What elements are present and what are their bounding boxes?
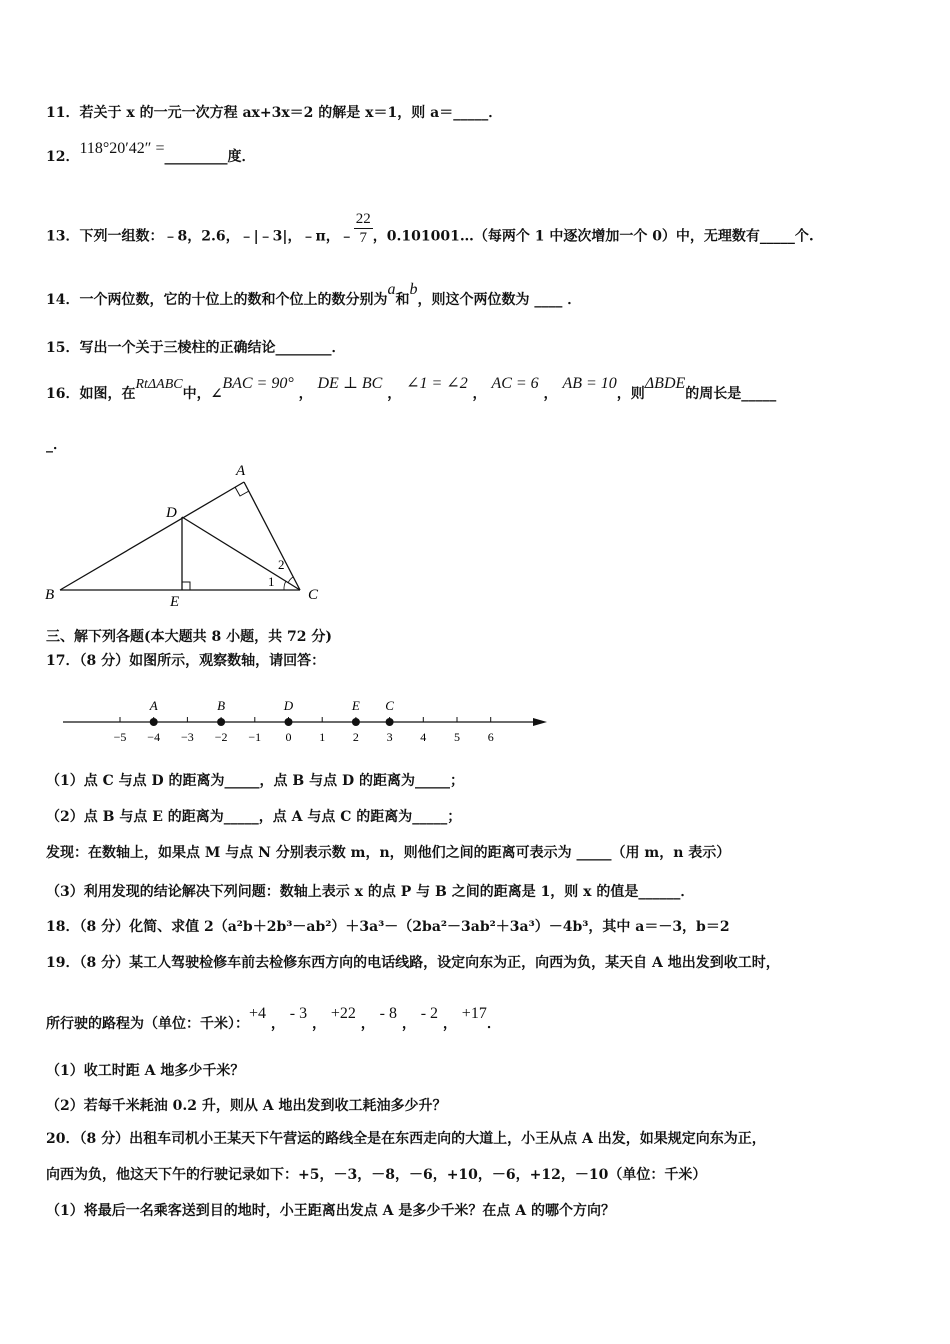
label-d: D <box>166 505 177 521</box>
question-17-discovery: 发现：在数轴上，如果点 M 与点 N 分别表示数 m，n，则他们之间的距离可表示为 _____（用 m，n 表示） <box>46 845 731 861</box>
question-16: 16．如图，在RtΔABC中，∠BAC = 90° ， DE ⊥ BC ， ∠1 = ∠2 ， AC = 6 ， AB = 10，则ΔBDE的周长是_____ <box>46 375 777 402</box>
point-c <box>386 718 394 726</box>
q19-end: ． <box>486 1016 501 1032</box>
tick-label: −2 <box>214 730 228 744</box>
label-a: A <box>236 463 246 479</box>
question-13 <box>46 211 814 255</box>
tick-label: 5 <box>454 730 460 744</box>
q19-value-5: - 2 <box>420 1005 439 1022</box>
question-17-part-3: （3）利用发现的结论解决下列问题：数轴上表示 x 的点 P 与 B 之间的距离是 1，则 x 的值是______． <box>46 884 695 900</box>
fraction-denominator: 7 <box>359 230 368 246</box>
q16-p1: 16．如图，在 <box>46 386 136 402</box>
question-20-part-1: （1）将最后一名乘客送到目的地时，小王距离出发点 A 是多少千米？在点 A 的哪个方向？ <box>46 1203 615 1219</box>
tick-label: 1 <box>319 730 326 744</box>
question-18: 18．（8 分）化简、求值 2（a²b＋2b³－ab²）＋3a³－（2ba²－3ab²＋3a³）－4b³，其中 a＝－3，b＝2 <box>46 919 730 935</box>
tick-label: −3 <box>181 730 194 744</box>
q19-value-1: +4 <box>249 1005 267 1022</box>
segment-ba <box>60 482 244 590</box>
question-15: 15．写出一个关于三棱柱的正确结论________． <box>46 340 346 356</box>
number-line <box>55 690 555 750</box>
q16-p3: ，则 <box>616 386 645 402</box>
question-19-part-1: （1）收工时距 A 地多少千米？ <box>46 1063 245 1079</box>
q16-p4: 的周长是_____ <box>685 386 777 402</box>
q16-p2: 中，∠ <box>182 386 223 402</box>
point-label-b: B <box>217 698 226 713</box>
point-label-c: C <box>385 698 394 713</box>
question-19-line-1: 19．（8 分）某工人驾驶检修车前去检修东西方向的电话线路，设定向东为正，向西为负，某天自 A 地出发到收工时， <box>46 955 780 971</box>
q16-rt-abc: RtΔABC <box>135 377 183 392</box>
var-a: a <box>387 281 396 298</box>
point-b <box>217 718 225 726</box>
right-angle-mark-e <box>182 582 190 590</box>
q12-prefix: 12． <box>46 149 80 165</box>
var-b: b <box>409 281 418 298</box>
point-label-d: D <box>283 698 294 713</box>
question-19-line-2: 所行驶的路程为（单位：千米）：+4 ， - 3 ， +22 ， - 8 ， - 2 ， +17． <box>46 1005 501 1032</box>
tick-label: −5 <box>113 730 127 744</box>
label-angle-2: 2 <box>278 557 285 572</box>
q16-de-perp-bc: DE ⊥ BC <box>317 375 383 392</box>
fraction-22-7 <box>354 210 373 247</box>
question-12 <box>46 140 256 167</box>
point-d <box>285 718 293 726</box>
point-a <box>150 718 158 726</box>
q19-prefix: 所行驶的路程为（单位：千米）： <box>46 1016 249 1032</box>
question-19-part-2: （2）若每千米耗油 0.2 升，则从 A 地出发到收工耗油多少升？ <box>46 1098 447 1114</box>
q16-angles-equal: ∠1 = ∠2 <box>406 375 468 392</box>
label-e: E <box>170 594 180 610</box>
question-20-line-2: 向西为负，他这天下午的行驶记录如下：+5，－3，－8，－6，+10，－6，+12，－10（单位：千米） <box>46 1167 707 1183</box>
question-17-part-2: （2）点 B 与点 E 的距离为_____，点 A 与点 C 的距离为_____； <box>46 809 462 825</box>
point-e <box>352 718 360 726</box>
angle-arc-1 <box>284 581 286 590</box>
q19-value-2: - 3 <box>289 1005 308 1022</box>
label-angle-1: 1 <box>268 574 275 589</box>
triangle-figure <box>40 460 340 610</box>
tick-label: 4 <box>420 730 427 744</box>
question-11: 11．若关于 x 的一元一次方程 ax+3x＝2 的解是 x＝1，则 a＝_____． <box>46 105 503 121</box>
section-3-heading: 三、解下列各题(本大题共 8 小题，共 72 分) <box>46 629 332 645</box>
angle-arc-2 <box>288 577 293 583</box>
q14-prefix: 14．一个两位数，它的十位上的数和个位上的数分别为 <box>46 292 388 308</box>
q19-value-3: +22 <box>330 1005 356 1022</box>
q12-suffix: _________度． <box>164 149 256 165</box>
q14-mid: 和 <box>395 292 410 308</box>
q13-prefix: 13．下列一组数：﹣8，2.6，﹣|﹣3|，﹣π，﹣ <box>46 228 354 245</box>
question-14 <box>46 281 582 310</box>
question-17: 17．（8 分）如图所示，观察数轴，请回答： <box>46 653 326 669</box>
q16-ac: AC = 6 <box>491 375 539 392</box>
q16-continuation: _． <box>46 437 67 453</box>
label-c: C <box>308 587 319 603</box>
q16-angle-bac: BAC = 90° <box>222 375 294 392</box>
number-line-arrow <box>533 718 547 726</box>
question-17-part-1: （1）点 C 与点 D 的距离为_____，点 B 与点 D 的距离为_____； <box>46 773 464 789</box>
q19-value-4: - 8 <box>379 1005 397 1022</box>
segment-dc <box>182 517 300 590</box>
tick-label: 6 <box>487 730 494 744</box>
q13-suffix: ，0.101001…（每两个 1 中逐次增加一个 0）中，无理数有_____个. <box>372 228 814 245</box>
fraction-numerator: 22 <box>355 211 371 227</box>
point-label-a: A <box>149 698 158 713</box>
q19-value-6: +17 <box>461 1005 487 1022</box>
tick-label: −1 <box>248 730 262 744</box>
point-label-e: E <box>351 698 360 713</box>
label-b: B <box>45 587 55 603</box>
question-20-line-1: 20．（8 分）出租车司机小王某天下午营运的路线全是在东西走向的大道上，小王从点 A 出发，如果规定向东为正， <box>46 1131 766 1147</box>
tick-label: 2 <box>352 730 359 744</box>
tick-label: 0 <box>285 730 292 744</box>
tick-label: 3 <box>386 730 393 744</box>
tick-label: −4 <box>147 730 161 744</box>
q16-ab: AB = 10 <box>562 375 617 392</box>
q14-suffix: ，则这个两位数为 ____ ． <box>417 292 582 308</box>
q16-bde: ΔBDE <box>644 375 686 392</box>
q12-expression: 118°20′42″ = <box>79 140 165 157</box>
